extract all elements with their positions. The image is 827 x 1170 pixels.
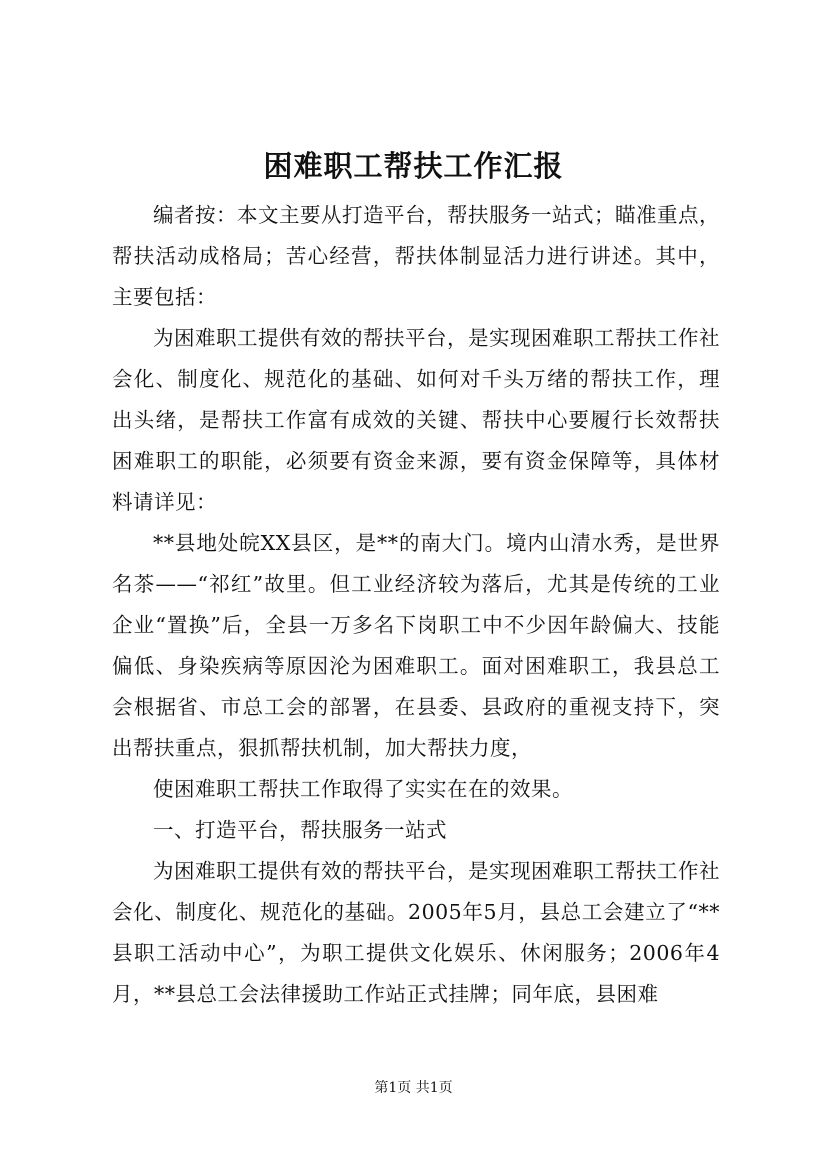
paragraph-section-1: 为困难职工提供有效的帮扶平台，是实现困难职工帮扶工作社会化、制度化、规范化的基础。2005年5月，县总工会建立了“**县职工活动中心”，为职工提供文化娱乐、休闲服务；2006年4月，**县总工会法律援助工作站正式挂牌；同年底，县困难 — [112, 859, 720, 1006]
document-title: 困难职工帮扶工作汇报 — [263, 149, 564, 183]
paragraph-results: 使困难职工帮扶工作取得了实实在在的效果。 — [153, 777, 573, 801]
section-heading-1: 一、打造平台，帮扶服务一站式 — [153, 818, 447, 842]
paragraph-platform-intro: 为困难职工提供有效的帮扶平台，是实现困难职工帮扶工作社会化、制度化、规范化的基础、如何对千头万绪的帮扶工作，理出头绪，是帮扶工作富有成效的关键、帮扶中心要履行长效帮扶困难职工的职能，必须要有资金来源，要有资金保障等，具体材料请详见： — [112, 326, 720, 514]
paragraph-county-background: **县地处皖XX县区，是**的南大门。境内山清水秀，是世界名茶——“祁红”故里。但工业经济较为落后，尤其是传统的工业企业“置换”后，全县一万多名下岗职工中不少因年龄偏大、技能偏低、身染疾病等原因沦为困难职工。面对困难职工，我县总工会根据省、市总工会的部署，在县委、县政府的重视支持下，突出帮扶重点，狠抓帮扶机制，加大帮扶力度， — [112, 531, 720, 760]
document-body — [112, 195, 720, 1015]
paragraph-editor-note: 编者按：本文主要从打造平台，帮扶服务一站式；瞄准重点，帮扶活动成格局；苦心经营，帮扶体制显活力进行讲述。其中，主要包括： — [112, 203, 720, 309]
page-footer: 第1页 共1页 — [374, 1080, 453, 1096]
